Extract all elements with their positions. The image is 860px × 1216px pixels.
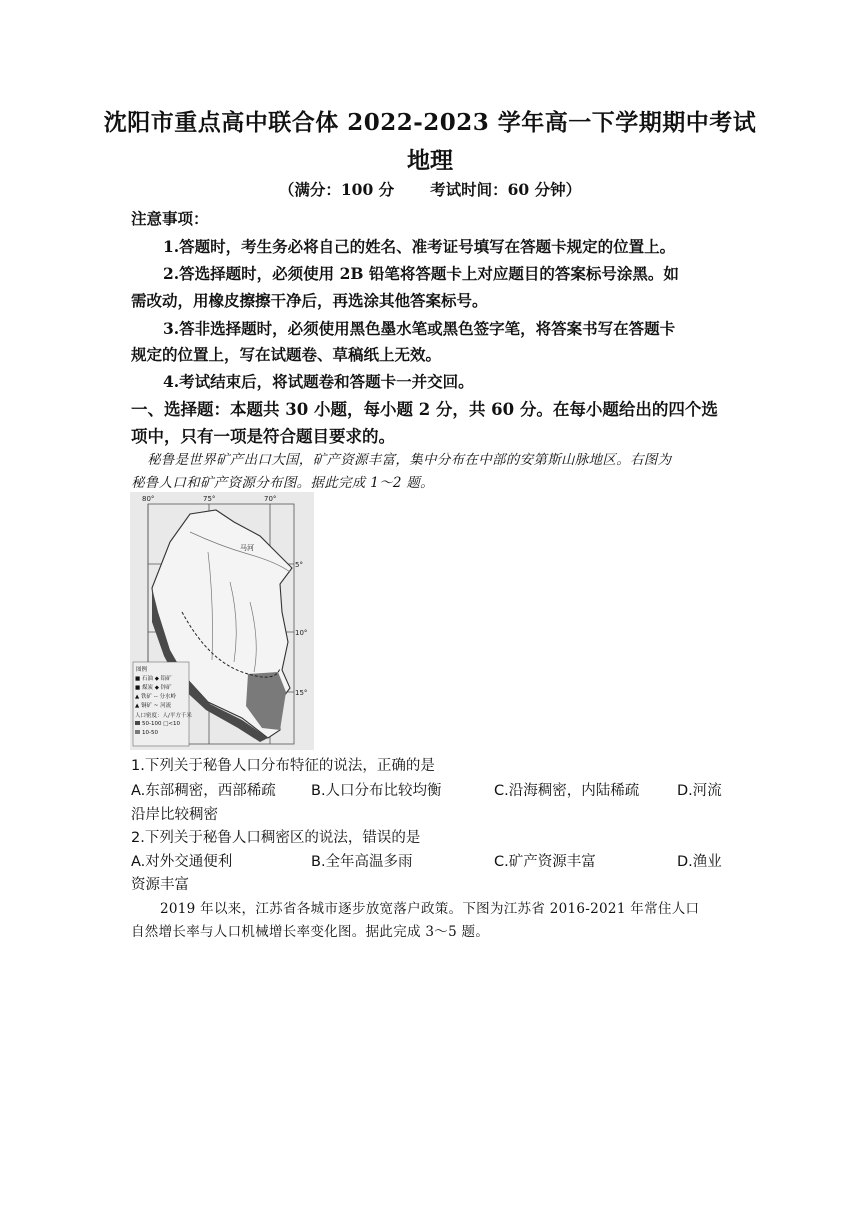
lon-80-label: 80° bbox=[142, 495, 155, 503]
question-1-option-a: A.东部稠密，西部稀疏 bbox=[131, 783, 276, 799]
question-2-option-c: C.矿产资源丰富 bbox=[494, 854, 596, 870]
exam-time: 考试时间：60 分钟） bbox=[430, 180, 582, 199]
legend-copper: ▲ 铜矿 ~ 河流 bbox=[135, 703, 172, 709]
question-2-option-d-continued: 资源丰富 bbox=[131, 877, 189, 893]
notice-item-3-line-2: 规定的位置上，写在试题卷、草稿纸上无效。 bbox=[131, 345, 442, 364]
peru-map-figure bbox=[130, 492, 314, 750]
legend-title: 图例 bbox=[136, 667, 148, 673]
legend-density: 人口密度：人/平方千米 bbox=[135, 713, 192, 719]
exam-title: 沈阳市重点高中联合体 2022-2023 学年高一下学期期中考试 bbox=[103, 109, 757, 136]
intro-2-line-2: 自然增长率与人口机械增长率变化图。据此完成 3～5 题。 bbox=[131, 924, 490, 940]
notice-item-2-line-2: 需改动，用橡皮擦擦干净后，再选涂其他答案标号。 bbox=[131, 291, 488, 310]
legend-iron: ▲ 铁矿 -- 分水岭 bbox=[135, 694, 176, 700]
legend-oil: ■ 石油 ◆ 铅矿 bbox=[135, 676, 172, 682]
question-1-option-b: B.人口分布比较均衡 bbox=[311, 783, 442, 799]
notice-item-3-line-1: 3.答非选择题时，必须使用黑色墨水笔或黑色签字笔，将答案书写在答题卡 bbox=[163, 319, 676, 338]
lat-15-label: 15° bbox=[295, 689, 308, 697]
question-1-option-d-continued: 沿岸比较稠密 bbox=[131, 807, 218, 823]
notice-heading: 注意事项： bbox=[131, 209, 209, 228]
question-1-stem: 1.下列关于秘鲁人口分布特征的说法，正确的是 bbox=[131, 758, 435, 774]
question-2-stem: 2.下列关于秘鲁人口稠密区的说法，错误的是 bbox=[131, 830, 421, 846]
lat-5-label: 5° bbox=[295, 561, 303, 569]
notice-item-4: 4.考试结束后，将试题卷和答题卡一并交回。 bbox=[163, 372, 474, 391]
question-1-option-d: D.河流 bbox=[677, 783, 722, 799]
legend-coal: ■ 煤炭 ◆ 锌矿 bbox=[135, 685, 172, 691]
lat-10-label: 10° bbox=[295, 629, 308, 637]
legend-density-1: 50-100 □<10 bbox=[142, 721, 181, 727]
question-2-option-d: D.渔业 bbox=[677, 854, 722, 870]
exam-subject: 地理 bbox=[407, 147, 453, 174]
notice-item-1: 1.答题时，考生务必将自己的姓名、准考证号填写在答题卡规定的位置上。 bbox=[163, 237, 676, 256]
section-1-line-1: 一、选择题：本题共 30 小题，每小题 2 分，共 60 分。在每小题给出的四个选 bbox=[131, 400, 718, 419]
legend-density-2: 10-50 bbox=[142, 730, 158, 736]
question-1-option-c: C.沿海稠密，内陆稀疏 bbox=[494, 783, 640, 799]
intro-1-line-2: 秘鲁人口和矿产资源分布图。据此完成 1～2 题。 bbox=[131, 475, 434, 491]
notice-item-2-line-1: 2.答选择题时，必须使用 2B 铅笔将答题卡上对应题目的答案标号涂黑。如 bbox=[163, 264, 679, 283]
question-2-option-a: A.对外交通便利 bbox=[131, 854, 233, 870]
map-legend bbox=[133, 662, 192, 746]
exam-meta bbox=[0, 178, 860, 200]
full-score: （满分：100 分 bbox=[278, 180, 395, 199]
lon-75-label: 75° bbox=[203, 495, 216, 503]
river-label: 马河 bbox=[240, 544, 254, 552]
intro-2-line-1: 2019 年以来，江苏省各城市逐步放宽落户政策。下图为江苏省 2016-2021 年常住人口 bbox=[160, 901, 700, 917]
section-1-line-2: 项中，只有一项是符合题目要求的。 bbox=[131, 427, 395, 446]
question-2-option-b: B.全年高温多雨 bbox=[311, 854, 413, 870]
lon-70-label: 70° bbox=[264, 495, 277, 503]
intro-1-line-1: 秘鲁是世界矿产出口大国，矿产资源丰富，集中分布在中部的安第斯山脉地区。右图为 bbox=[147, 452, 672, 468]
